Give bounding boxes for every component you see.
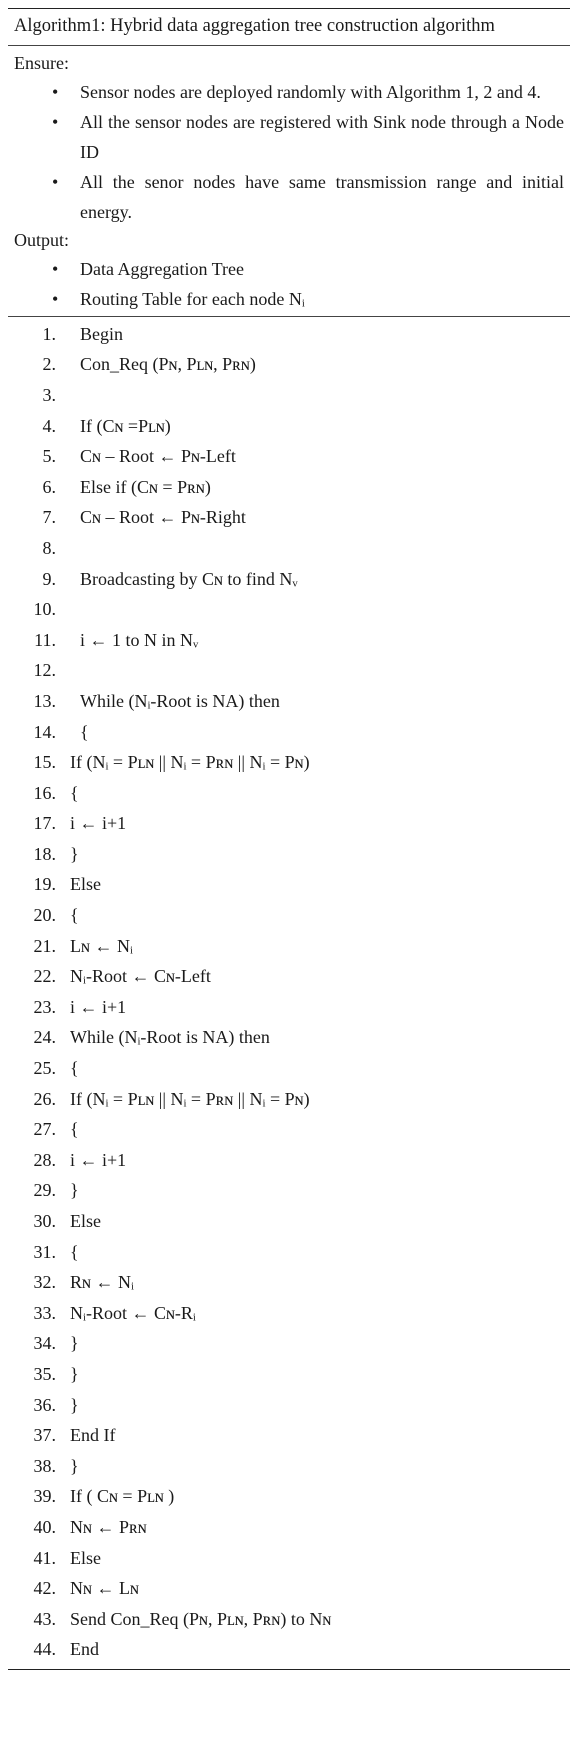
output-item-text: Routing Table for each node Nᵢ: [80, 289, 305, 309]
algorithm-step: [8, 961, 570, 992]
algorithm-step: [8, 1237, 570, 1268]
step-number: 28.: [33, 1149, 56, 1170]
step-number: 25.: [33, 1058, 56, 1079]
step-text: Begin: [80, 323, 123, 344]
step-text: Nɴ ← Lɴ: [70, 1578, 139, 1599]
ensure-item-text: All the sensor nodes are registered with Sink node through a Node ID: [80, 112, 564, 162]
algorithm-step: [8, 717, 570, 748]
bullet-icon: •: [52, 112, 59, 132]
algorithm-step: [8, 564, 570, 595]
algorithm-step: [8, 931, 570, 962]
step-number: 6.: [42, 476, 56, 497]
step-number: 17.: [33, 813, 56, 834]
algorithm-step: [8, 1420, 570, 1451]
ensure-item: [14, 167, 564, 227]
algorithm-step: [8, 900, 570, 931]
bottom-rule: [8, 1669, 570, 1670]
algorithm-step: [8, 1359, 570, 1390]
step-number: 31.: [33, 1241, 56, 1262]
step-text: If (Nᵢ = Pʟɴ || Nᵢ = Pʀɴ || Nᵢ = Pɴ): [70, 752, 310, 773]
step-number: 1.: [42, 323, 56, 344]
ensure-item: [14, 77, 564, 107]
step-text: Nᵢ-Root ← Cɴ-Rᵢ: [70, 1302, 196, 1323]
ensure-item-text: Sensor nodes are deployed randomly with Algorithm 1, 2 and 4.: [80, 82, 541, 102]
algorithm-step: [8, 1084, 570, 1115]
algorithm-step: [8, 350, 570, 381]
step-text: {: [70, 905, 79, 926]
step-text: }: [70, 1455, 79, 1476]
step-text: Nɴ ← Pʀɴ: [70, 1516, 147, 1537]
step-number: 15.: [33, 752, 56, 773]
output-item-text: Data Aggregation Tree: [80, 259, 244, 279]
step-number: 27.: [33, 1119, 56, 1140]
algorithm-title: Algorithm1: Hybrid data aggregation tree construction algorithm: [14, 16, 495, 36]
algorithm-step: [8, 1573, 570, 1604]
step-text: {: [80, 721, 89, 742]
step-number: 33.: [33, 1302, 56, 1323]
algorithm-step: [8, 319, 570, 350]
algorithm-step: [8, 1023, 570, 1054]
step-text: {: [70, 1119, 79, 1140]
step-text: Else: [70, 1211, 101, 1232]
step-number: 19.: [33, 874, 56, 895]
step-text: {: [70, 1058, 79, 1079]
step-number: 40.: [33, 1516, 56, 1537]
algorithm-step: [8, 533, 570, 564]
algorithm-step: [8, 1329, 570, 1360]
step-text: If ( Cɴ = Pʟɴ ): [70, 1486, 175, 1507]
step-number: 22.: [33, 966, 56, 987]
step-text: Con_Req (Pɴ, Pʟɴ, Pʀɴ): [80, 354, 256, 375]
bullet-icon: •: [52, 172, 59, 192]
step-number: 7.: [42, 507, 56, 528]
ensure-item: [14, 107, 564, 167]
step-text: End If: [70, 1425, 116, 1446]
step-text: {: [70, 1241, 79, 1262]
step-number: 13.: [33, 690, 56, 711]
algorithm-step: [8, 992, 570, 1023]
algorithm-step: [8, 1053, 570, 1084]
step-text: }: [70, 1180, 79, 1201]
step-number: 3.: [42, 384, 56, 405]
step-number: 8.: [42, 537, 56, 558]
algorithm-step: [8, 1298, 570, 1329]
algorithm-step: [8, 472, 570, 503]
algorithm-step: [8, 839, 570, 870]
step-text: Broadcasting by Cɴ to find Nᵥ: [80, 568, 298, 589]
step-number: 29.: [33, 1180, 56, 1201]
step-text: While (Nᵢ-Root is NA) then: [80, 690, 280, 711]
output-item: [14, 284, 564, 314]
algorithm-steps: [8, 317, 570, 1669]
step-number: 36.: [33, 1394, 56, 1415]
output-item: [14, 254, 564, 284]
step-number: 21.: [33, 935, 56, 956]
algorithm-step: [8, 441, 570, 472]
step-text: Else: [70, 1547, 101, 1568]
algorithm-step: [8, 594, 570, 625]
step-text: i ← 1 to N in Nᵥ: [80, 629, 199, 650]
step-number: 38.: [33, 1455, 56, 1476]
step-text: i ← i+1: [70, 1149, 127, 1170]
algorithm-step: [8, 411, 570, 442]
algorithm-step: [8, 503, 570, 534]
ensure-list: [14, 77, 564, 227]
step-number: 9.: [42, 568, 56, 589]
step-text: Cɴ – Root ← Pɴ-Right: [80, 507, 246, 528]
ensure-label: Ensure:: [14, 53, 69, 73]
step-number: 18.: [33, 843, 56, 864]
step-text: }: [70, 1333, 79, 1354]
step-number: 34.: [33, 1333, 56, 1354]
step-text: }: [70, 1394, 79, 1415]
step-number: 4.: [42, 415, 56, 436]
step-number: 44.: [33, 1639, 56, 1660]
step-number: 23.: [33, 996, 56, 1017]
step-number: 11.: [34, 629, 56, 650]
algorithm-step: [8, 1604, 570, 1635]
step-number: 2.: [42, 354, 56, 375]
algorithm-step: [8, 1267, 570, 1298]
step-number: 32.: [33, 1272, 56, 1293]
step-text: Nᵢ-Root ← Cɴ-Left: [70, 966, 211, 987]
ensure-item-text: All the senor nodes have same transmission range and initial energy.: [80, 172, 564, 222]
step-text: If (Nᵢ = Pʟɴ || Nᵢ = Pʀɴ || Nᵢ = Pɴ): [70, 1088, 310, 1109]
algorithm-step: [8, 1543, 570, 1574]
step-number: 26.: [33, 1088, 56, 1109]
step-number: 20.: [33, 905, 56, 926]
step-number: 41.: [33, 1547, 56, 1568]
algorithm-step: [8, 1390, 570, 1421]
algorithm-step: [8, 1635, 570, 1666]
step-text: End: [70, 1639, 99, 1660]
step-text: Send Con_Req (Pɴ, Pʟɴ, Pʀɴ) to Nɴ: [70, 1608, 332, 1629]
algorithm-box: [8, 8, 570, 1670]
step-number: 42.: [33, 1578, 56, 1599]
algorithm-step: [8, 870, 570, 901]
bullet-icon: •: [52, 289, 59, 309]
step-number: 39.: [33, 1486, 56, 1507]
bullet-icon: •: [52, 82, 59, 102]
algorithm-step: [8, 778, 570, 809]
algorithm-step: [8, 1206, 570, 1237]
step-text: Else if (Cɴ = Pʀɴ): [80, 476, 211, 497]
step-number: 14.: [33, 721, 56, 742]
step-number: 16.: [33, 782, 56, 803]
step-number: 12.: [33, 660, 56, 681]
algorithm-step: [8, 1482, 570, 1513]
step-text: While (Nᵢ-Root is NA) then: [70, 1027, 270, 1048]
step-number: 24.: [33, 1027, 56, 1048]
step-text: i ← i+1: [70, 996, 127, 1017]
step-number: 35.: [33, 1363, 56, 1384]
output-label: Output:: [14, 230, 70, 250]
step-text: {: [70, 782, 79, 803]
step-text: Lɴ ← Nᵢ: [70, 935, 133, 956]
algorithm-step: [8, 1145, 570, 1176]
algorithm-step: [8, 1114, 570, 1145]
algorithm-step: [8, 380, 570, 411]
algorithm-step: [8, 747, 570, 778]
algorithm-step: [8, 686, 570, 717]
algorithm-step: [8, 809, 570, 840]
algorithm-step: [8, 1512, 570, 1543]
step-text: i ← i+1: [70, 813, 127, 834]
step-number: 10.: [33, 599, 56, 620]
algorithm-step: [8, 1176, 570, 1207]
output-list: [14, 254, 564, 314]
algorithm-step: [8, 625, 570, 656]
step-text: }: [70, 1363, 79, 1384]
bullet-icon: •: [52, 259, 59, 279]
step-text: Else: [70, 874, 101, 895]
step-text: Cɴ – Root ← Pɴ-Left: [80, 446, 236, 467]
step-text: }: [70, 843, 79, 864]
step-number: 30.: [33, 1211, 56, 1232]
step-text: Rɴ ← Nᵢ: [70, 1272, 134, 1293]
step-number: 37.: [33, 1425, 56, 1446]
step-text: If (Cɴ =Pʟɴ): [80, 415, 171, 436]
ensure-section: [8, 46, 570, 316]
algorithm-step: [8, 1451, 570, 1482]
algorithm-step: [8, 656, 570, 687]
step-number: 5.: [42, 446, 56, 467]
step-number: 43.: [33, 1608, 56, 1629]
